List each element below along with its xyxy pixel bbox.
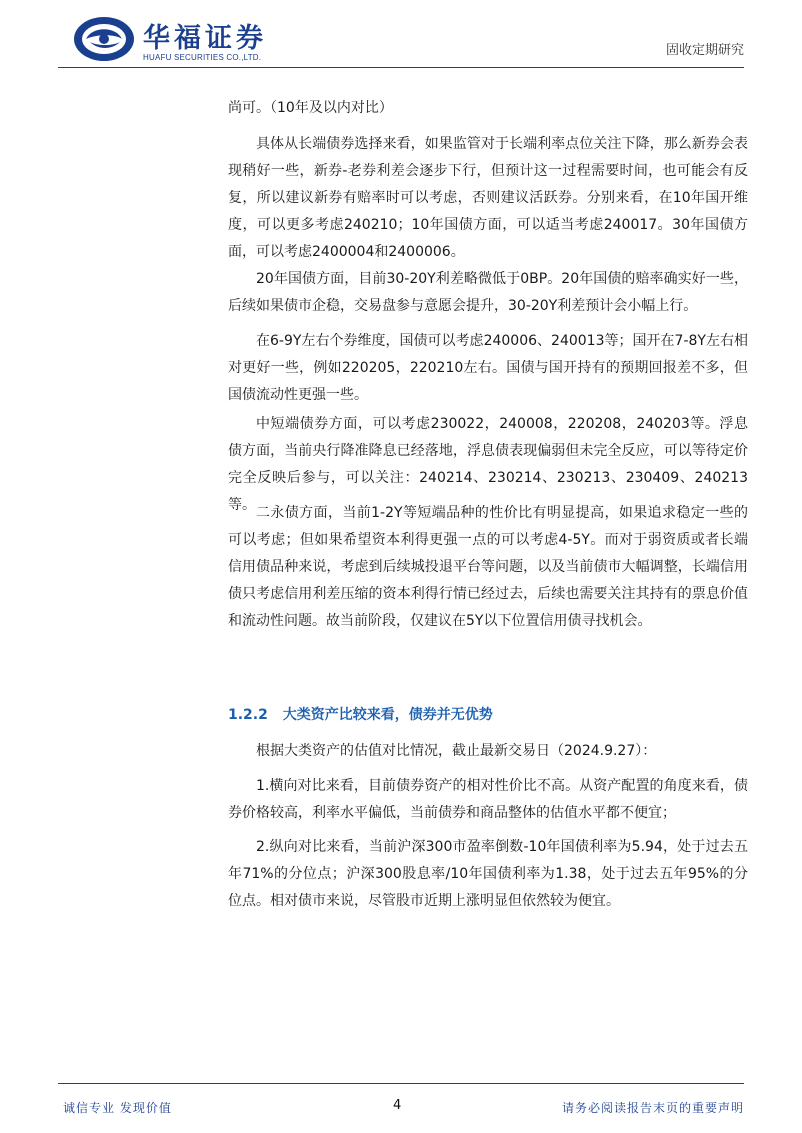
paragraph: 尚可。（10年及以内对比） (228, 100, 393, 116)
section-number: 1.2.2 (228, 707, 268, 723)
paragraph: 20年国债方面，目前30-20Y利差略微低于0BP。20年国债的赔率确实好一些，后续如果债市企稳，交易盘参与意愿会提升，30-20Y利差预计会小幅上行。 (228, 271, 748, 314)
paragraph: 二永债方面，当前1-2Y等短端品种的性价比有明显提高，如果追求稳定一些的可以考虑；但如果希望资本利得更强一点的可以考虑4-5Y。而对于弱资质或者长端信用债品种来说，考虑到后续城投退平台等问题，以及当前债市大幅调整，长端信用债只考虑信用利差压缩的资本利得行情已经过去，后续也需要关注其持有的票息价值和流动性问题。故当前阶段，仅建议在5Y以下位置信用债寻找机会。 (228, 505, 748, 629)
paragraph: 2.纵向对比来看，当前沪深300市盈率倒数-10年国债利率为5.94，处于过去五年71%的分位点；沪深300股息率/10年国债利率为1.38，处于过去五年95%的分位点。相对债市来说，尽管股市近期上涨明显但依然较为便宜。 (228, 839, 748, 909)
brand-name-english: HUAFU SECURITIES CO.,LTD. (143, 53, 262, 62)
header-divider (58, 67, 744, 68)
huafu-logo-icon (72, 14, 136, 64)
footer-divider (58, 1083, 744, 1084)
brand-name: 华福证券 (143, 23, 267, 54)
footer-slogan: 诚信专业 发现价值 (63, 1101, 172, 1115)
paragraph: 在6-9Y左右个券维度，国债可以考虑240006、240013等；国开在7-8Y左右相对更好一些，例如220205，220210左右。国债与国开持有的预期回报差不多，但国债流动性更强一些。 (228, 333, 748, 403)
section-heading (228, 704, 493, 724)
footer-disclaimer: 请务必阅读报告末页的重要声明 (561, 1101, 744, 1115)
paragraph: 1.横向对比来看，目前债券资产的相对性价比不高。从资产配置的角度来看，债券价格较高，利率水平偏低，当前债券和商品整体的估值水平都不便宜； (228, 778, 748, 821)
paragraph: 中短端债券方面，可以考虑230022，240008，220208，240203等。浮息债方面，当前央行降准降息已经落地，浮息债表现偏弱但未完全反应，可以等待定价完全反映后参与，可以关注：240214、230214、230213、230409、240213等。 (228, 416, 748, 513)
page-number: 4 (393, 1098, 402, 1113)
paragraph: 具体从长端债券选择来看，如果监管对于长端利率点位关注下降，那么新券会表现稍好一些，新券-老券利差会逐步下行，但预计这一过程需要时间，也可能会有反复，所以建议新券有赔率时可以考虑，否则建议活跃券。分别来看，在10年国开维度，可以更多考虑240210；10年国债方面，可以适当考虑240017。30年国债方面，可以考虑2400004和2400006。 (228, 136, 748, 260)
section-title: 大类资产比较来看，债券并无优势 (282, 707, 493, 723)
report-type: 固收定期研究 (665, 43, 744, 58)
page-header (0, 0, 802, 74)
paragraph: 根据大类资产的估值对比情况，截止最新交易日（2024.9.27）： (256, 743, 657, 759)
